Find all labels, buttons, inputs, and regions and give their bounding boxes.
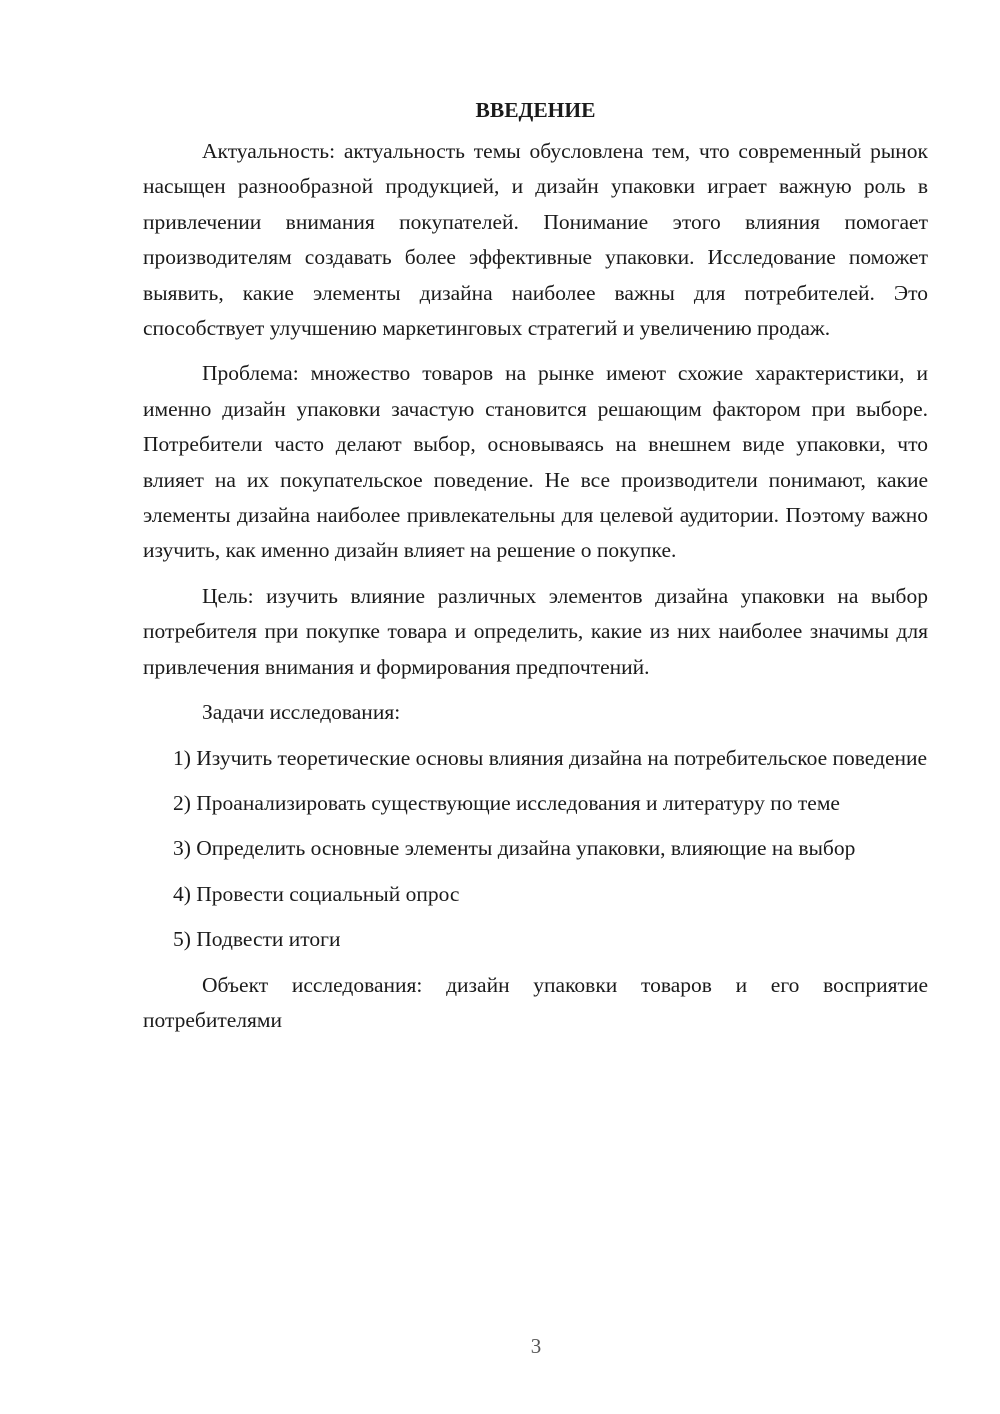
tasks-heading: Задачи исследования: [202, 700, 401, 725]
task-item-4: 4) Провести социальный опрос [173, 881, 460, 906]
page-number: 3 [530, 1334, 542, 1358]
task-item-5: 5) Подвести итоги [173, 927, 341, 952]
task-item-2: 2) Проанализировать существующие исследования и литературу по теме [173, 790, 840, 815]
page-content [143, 96, 928, 1048]
paragraph-problem: Проблема: множество товаров на рынке имеют схожие характеристики, и именно дизайн упаковки зачастую становится решающим фактором при выборе. Потребители часто делают выбор, основываясь на внешнем виде упаковки, что влияет на их покупательское поведение. Не все производители понимают, какие элементы дизайна наиболее привлекательны для целевой аудитории. Поэтому важно изучить, как именно дизайн влияет на решение о покупке. [143, 361, 928, 563]
section-title: ВВЕДЕНИЕ [475, 98, 596, 122]
paragraph-goal: Цель: изучить влияние различных элементов дизайна упаковки на выбор потребителя при покупке товара и определить, какие из них наиболее значимы для привлечения внимания и формирования предпочтений. [143, 583, 928, 679]
task-item-1: 1) Изучить теоретические основы влияния дизайна на потребительское поведение [173, 745, 928, 770]
paragraph-object: Объект исследования: дизайн упаковки товаров и его восприятие потребителями [143, 972, 928, 1032]
paragraph-relevance: Актуальность: актуальность темы обусловлена тем, что современный рынок насыщен разнообразной продукцией, и дизайн упаковки играет важную роль в привлечении внимания покупателей. Понимание этого влияния помогает производителям создавать более эффективные упаковки. Исследование поможет выявить, какие элементы дизайна наиболее важны для потребителей. Это способствует улучшению маркетинговых стратегий и увеличению продаж. [143, 139, 928, 341]
task-item-3: 3) Определить основные элементы дизайна упаковки, влияющие на выбор [173, 836, 856, 861]
